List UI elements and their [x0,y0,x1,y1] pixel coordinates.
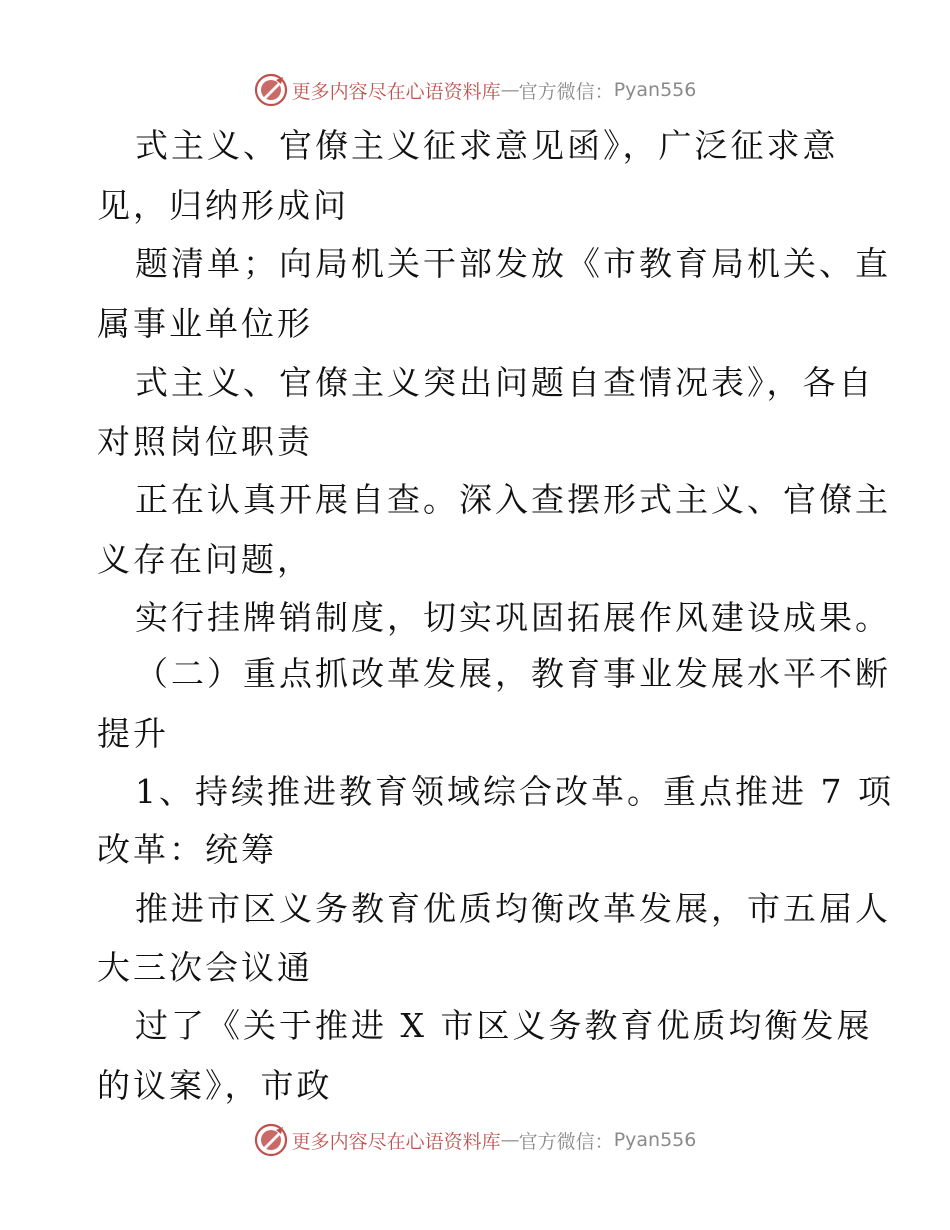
text-line: 式主义、官僚主义突出问题自查情况表》，各自 [135,363,875,402]
banner-main-text: 更多内容尽在心语资料库 [291,80,501,103]
text-line: 题清单；向局机关干部发放《市教育局机关、直 [135,244,891,283]
text-line: 的议案》，市政 [97,1066,333,1105]
header-watermark-banner [0,70,950,110]
text-line: 推进市区义务教育优质均衡改革发展，市五届人 [135,889,891,928]
text-line: 过了《关于推进 X 市区义务教育优质均衡发展 [135,1006,873,1045]
text-line: 1、持续推进教育领域综合改革。重点推进 7 项 [135,772,894,811]
banner-dash: — [500,79,519,101]
text-line: 属事业单位形 [97,304,313,343]
quill-seal-logo-icon [254,73,288,107]
text-line: 大三次会议通 [97,948,313,987]
text-line: 义存在问题， [97,540,313,579]
quill-seal-logo-icon [254,1123,288,1157]
text-line: （二）重点抓改革发展，教育事业发展水平不断 [135,654,891,693]
banner-wechat-id: Pyan556 [613,1129,697,1151]
banner-wechat-label: 官方微信： [518,1130,614,1153]
banner-wechat-id: Pyan556 [613,79,697,101]
banner-wechat-label: 官方微信： [518,80,614,103]
text-line: 实行挂牌销制度，切实巩固拓展作风建设成果。 [135,598,891,637]
text-line: 改革：统筹 [97,830,277,869]
banner-dash: — [500,1129,519,1151]
text-line: 式主义、官僚主义征求意见函》，广泛征求意 [135,126,839,165]
banner-main-text: 更多内容尽在心语资料库 [291,1130,501,1153]
text-line: 正在认真开展自查。深入查摆形式主义、官僚主 [135,480,891,519]
text-line: 见，归纳形成问 [97,186,349,225]
text-line: 提升 [97,714,169,753]
footer-watermark-banner [0,1120,950,1160]
text-line: 对照岗位职责 [97,422,313,461]
